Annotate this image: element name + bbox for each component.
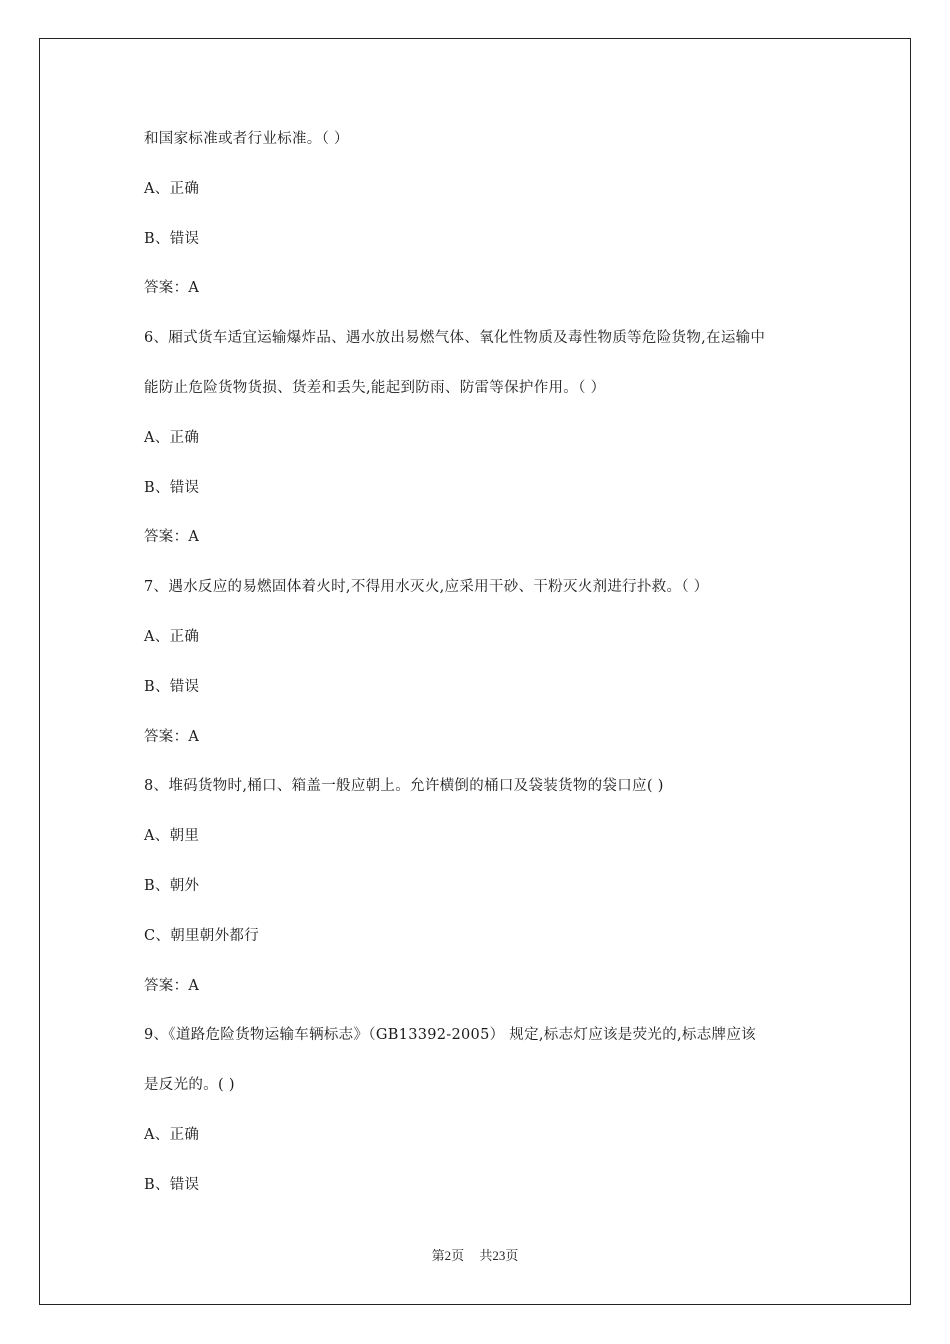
option-a: A、正确 [144,1126,200,1143]
option-a: A、朝里 [144,828,200,845]
answer: 答案：A [144,529,200,546]
question-8: 8、堆码货物时,桶口、箱盖一般应朝上。允许横倒的桶口及袋装货物的袋口应( ) [144,778,664,795]
option-c: C、朝里朝外都行 [144,927,259,944]
question-9-continuation: 是反光的。( ) [144,1077,235,1094]
page-total: 共23页 [479,1248,519,1263]
answer: 答案：A [144,728,200,745]
question-9: 9、《道路危险货物运输车辆标志》（GB13392-2005） 规定,标志灯应该是荧光的,标志牌应该 [144,1027,756,1044]
page-footer [0,1245,950,1264]
option-a: A、正确 [144,628,200,645]
option-b: B、错误 [144,678,200,695]
answer: 答案：A [144,977,200,994]
option-b: B、错误 [144,1176,200,1193]
question-6-continuation: 能防止危险货物货损、货差和丢失,能起到防雨、防雷等保护作用。（ ） [144,379,606,396]
option-a: A、正确 [144,180,200,197]
question-6: 6、厢式货车适宜运输爆炸品、遇水放出易燃气体、氧化性物质及毒性物质等危险货物,在运输中 [144,330,766,347]
question-7: 7、遇水反应的易燃固体着火时,不得用水灭火,应采用干砂、干粉灭火剂进行扑救。（ ） [144,579,709,596]
option-b: B、错误 [144,230,200,247]
answer: 答案：A [144,280,200,297]
option-a: A、正确 [144,429,200,446]
question-5-continuation: 和国家标准或者行业标准。（ ） [144,131,349,147]
page-number: 第2页 [431,1248,465,1263]
option-b: B、错误 [144,479,200,496]
option-b: B、朝外 [144,877,200,894]
document-body [144,125,824,1221]
